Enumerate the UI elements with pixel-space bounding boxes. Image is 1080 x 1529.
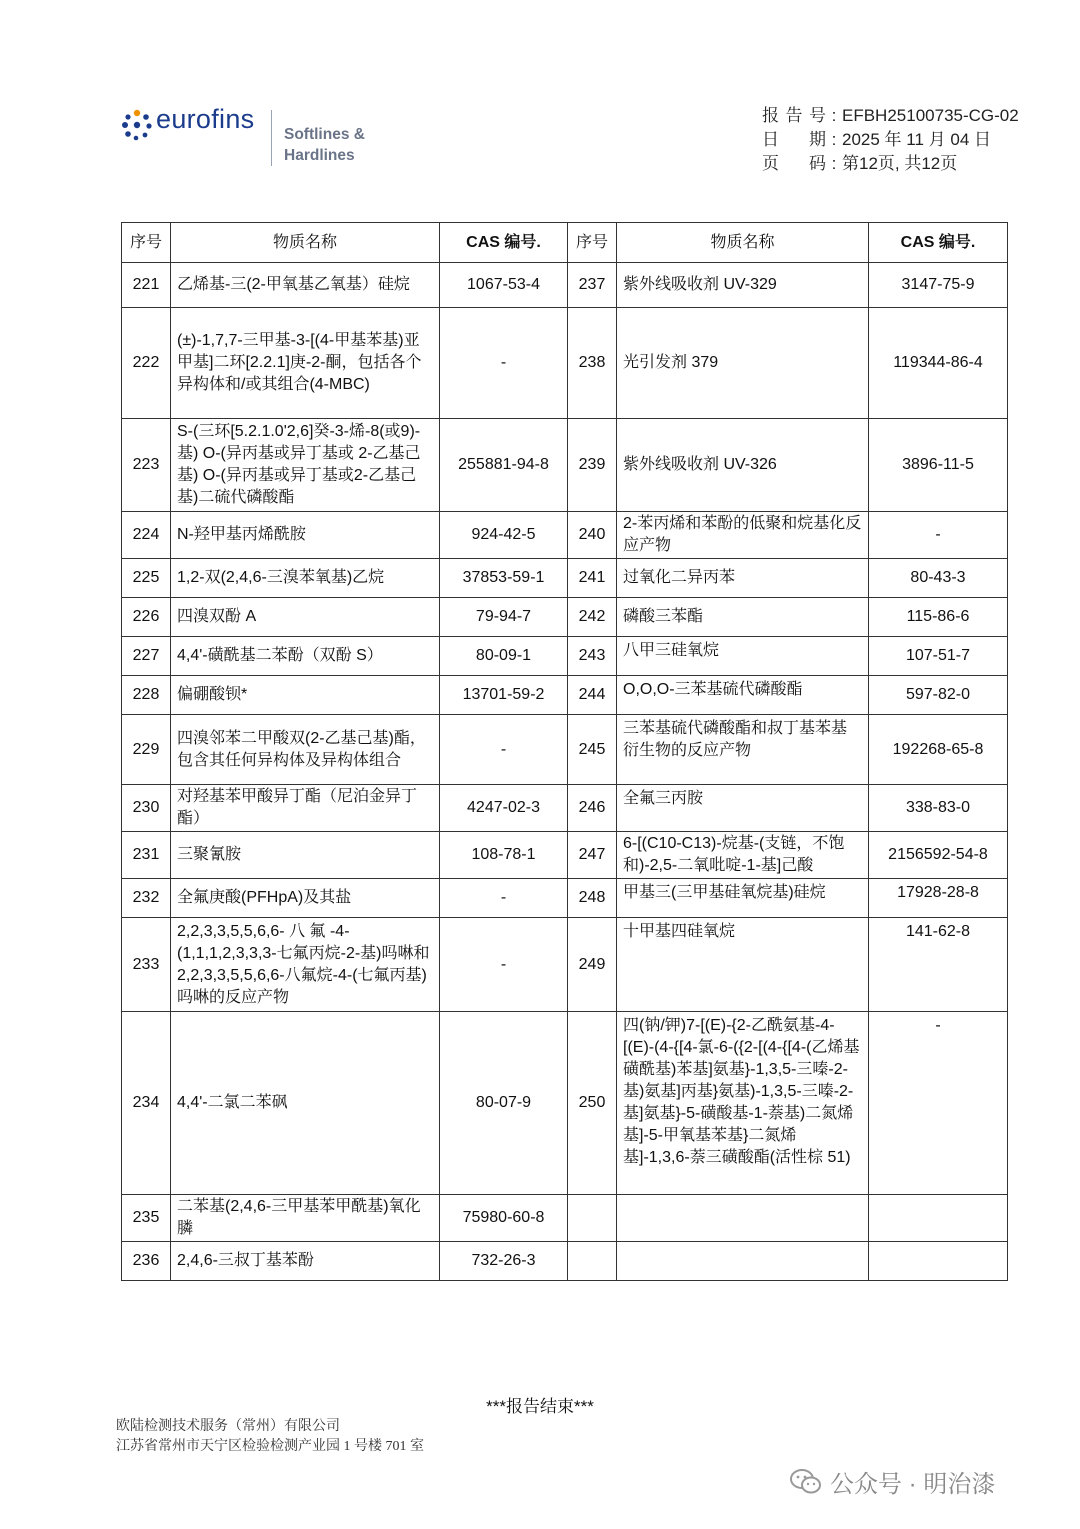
- cell-substance: 光引发剂 379: [617, 308, 869, 419]
- cell-no: 232: [122, 879, 171, 918]
- company-name: 欧陆检测技术服务（常州）有限公司: [116, 1419, 340, 1434]
- cell-cas: 75980-60-8: [440, 1195, 568, 1242]
- cell-cas: 924-42-5: [440, 512, 568, 559]
- cell-cas: [869, 1195, 1008, 1242]
- cell-no: 239: [568, 419, 617, 512]
- cell-no: 226: [122, 598, 171, 637]
- page-footer: [116, 1417, 424, 1457]
- col-header-cas-2: CAS 编号.: [869, 223, 1008, 263]
- page-label: 页码: [762, 154, 826, 173]
- cell-substance: 偏硼酸钡*: [171, 676, 440, 715]
- cell-substance: 甲基三(三甲基硅氧烷基)硅烷: [617, 879, 869, 918]
- table-row: [122, 637, 1008, 676]
- brand-name: eurofins: [156, 104, 255, 134]
- cell-no: 240: [568, 512, 617, 559]
- cell-cas: -: [440, 308, 568, 419]
- cell-substance: 6-[(C10-C13)-烷基-(支链，不饱和)-2,5-二氧吡啶-1-基]己酸: [617, 832, 869, 879]
- cell-no: 237: [568, 263, 617, 308]
- table-row: [122, 512, 1008, 559]
- cell-no: 238: [568, 308, 617, 419]
- cell-cas: 141-62-8: [869, 918, 1008, 1012]
- cell-no: 244: [568, 676, 617, 715]
- cell-cas: 37853-59-1: [440, 559, 568, 598]
- cell-cas: 3147-75-9: [869, 263, 1008, 308]
- cell-substance: 2-苯丙烯和苯酚的低聚和烷基化反应产物: [617, 512, 869, 559]
- tagline-line-2: Hardlines: [284, 147, 355, 164]
- cell-substance: 磷酸三苯酯: [617, 598, 869, 637]
- col-header-cas: CAS 编号.: [440, 223, 568, 263]
- cell-no: 224: [122, 512, 171, 559]
- cell-no: 229: [122, 715, 171, 785]
- cell-substance: S-(三环[5.2.1.0'2,6]癸-3-烯-8(或9)-基) O-(异丙基或异丁基或 2-乙基己基) O-(异丙基或异丁基或2-乙基己基)二硫代磷酸酯: [171, 419, 440, 512]
- cell-cas: [869, 1242, 1008, 1281]
- col-header-no-2: 序号: [568, 223, 617, 263]
- cell-substance: 二苯基(2,4,6-三甲基苯甲酰基)氧化膦: [171, 1195, 440, 1242]
- company-address: 江苏省常州市天宁区检验检测产业园 1 号楼 701 室: [116, 1439, 424, 1454]
- table-row: [122, 676, 1008, 715]
- cell-cas: 1067-53-4: [440, 263, 568, 308]
- cell-substance: 紫外线吸收剂 UV-329: [617, 263, 869, 308]
- cell-cas: -: [440, 918, 568, 1012]
- cell-substance: N-羟甲基丙烯酰胺: [171, 512, 440, 559]
- cell-no: 241: [568, 559, 617, 598]
- cell-no: 249: [568, 918, 617, 1012]
- separator: :: [831, 106, 837, 125]
- cell-cas: 4247-02-3: [440, 785, 568, 832]
- cell-substance: 四(钠/钾)7-[(E)-{2-乙酰氨基-4-[(E)-(4-{[4-氯-6-({2-[(4-{[4-(乙烯基磺酰基)苯基]氨基}-1,3,5-三嗪-2-基)氨基]丙基}氨基)-1,3,5-三嗪-2-基]氨基}-5-磺酸基-1-萘基)二氮烯基]-5-甲氧基苯基}二氮烯基]-1,3,6-萘三磺酸酯(活性棕 51): [617, 1012, 869, 1195]
- col-header-no: 序号: [122, 223, 171, 263]
- cell-no: 223: [122, 419, 171, 512]
- separator: :: [831, 154, 837, 173]
- cell-no: 248: [568, 879, 617, 918]
- table-row: [122, 1195, 1008, 1242]
- cell-no: 230: [122, 785, 171, 832]
- cell-substance: O,O,O-三苯基硫代磷酸酯: [617, 676, 869, 715]
- cell-substance: 4,4'-二氯二苯砜: [171, 1012, 440, 1195]
- cell-no: 247: [568, 832, 617, 879]
- cell-substance: 对羟基苯甲酸异丁酯（尼泊金异丁酯）: [171, 785, 440, 832]
- cell-no: [568, 1195, 617, 1242]
- cell-substance: (±)-1,7,7-三甲基-3-[(4-甲基苯基)亚甲基]二环[2.2.1]庚-2-酮，包括各个异构体和/或其组合(4-MBC): [171, 308, 440, 419]
- cell-cas: 119344-86-4: [869, 308, 1008, 419]
- col-header-name-2: 物质名称: [617, 223, 869, 263]
- cell-substance: 全氟庚酸(PFHpA)及其盐: [171, 879, 440, 918]
- cell-cas: 338-83-0: [869, 785, 1008, 832]
- cell-substance: 十甲基四硅氧烷: [617, 918, 869, 1012]
- cell-no: 231: [122, 832, 171, 879]
- cell-cas: 13701-59-2: [440, 676, 568, 715]
- cell-cas: 2156592-54-8: [869, 832, 1008, 879]
- cell-substance: 三聚氰胺: [171, 832, 440, 879]
- cell-substance: 4,4'-磺酰基二苯酚（双酚 S）: [171, 637, 440, 676]
- report-number-row: [762, 104, 1019, 128]
- cell-cas: 80-09-1: [440, 637, 568, 676]
- table-header-row: [122, 223, 1008, 263]
- cell-no: 225: [122, 559, 171, 598]
- date-label: 日期: [762, 130, 826, 149]
- cell-cas: -: [869, 1012, 1008, 1195]
- cell-substance: [617, 1242, 869, 1281]
- date-row: [762, 128, 1019, 152]
- cell-cas: 732-26-3: [440, 1242, 568, 1281]
- table-row: [122, 879, 1008, 918]
- cell-substance: 全氟三丙胺: [617, 785, 869, 832]
- cell-no: 222: [122, 308, 171, 419]
- report-meta: [762, 104, 1019, 176]
- cell-cas: 192268-65-8: [869, 715, 1008, 785]
- cell-cas: -: [440, 879, 568, 918]
- cell-cas: 3896-11-5: [869, 419, 1008, 512]
- table-row: [122, 263, 1008, 308]
- cell-substance: 三苯基硫代磷酸酯和叔丁基苯基衍生物的反应产物: [617, 715, 869, 785]
- cell-no: 242: [568, 598, 617, 637]
- cell-no: 221: [122, 263, 171, 308]
- cell-substance: 紫外线吸收剂 UV-326: [617, 419, 869, 512]
- col-header-name: 物质名称: [171, 223, 440, 263]
- cell-cas: 80-43-3: [869, 559, 1008, 598]
- report-number-label: 报告号: [762, 106, 826, 125]
- cell-cas: -: [869, 512, 1008, 559]
- cell-cas: 107-51-7: [869, 637, 1008, 676]
- page-value: 第12页, 共12页: [842, 154, 958, 173]
- brand-tagline: [284, 124, 365, 166]
- cell-substance: 1,2-双(2,4,6-三溴苯氧基)乙烷: [171, 559, 440, 598]
- cell-cas: 255881-94-8: [440, 419, 568, 512]
- table-row: [122, 1242, 1008, 1281]
- table-row: [122, 785, 1008, 832]
- substance-table: [121, 222, 1008, 1281]
- cell-substance: 2,2,3,3,5,5,6,6- 八 氟 -4-(1,1,1,2,3,3,3-七氟丙烷-2-基)吗啉和 2,2,3,3,5,5,6,6-八氟烷-4-(七氟丙基)吗啉的反应产物: [171, 918, 440, 1012]
- cell-cas: 115-86-6: [869, 598, 1008, 637]
- cell-substance: 四溴双酚 A: [171, 598, 440, 637]
- cell-substance: 乙烯基-三(2-甲氧基乙氧基）硅烷: [171, 263, 440, 308]
- cell-no: 236: [122, 1242, 171, 1281]
- cell-cas: 17928-28-8: [869, 879, 1008, 918]
- page-row: [762, 152, 1019, 176]
- cell-cas: 80-07-9: [440, 1012, 568, 1195]
- cell-no: 227: [122, 637, 171, 676]
- cell-no: 245: [568, 715, 617, 785]
- cell-no: 250: [568, 1012, 617, 1195]
- cell-no: 243: [568, 637, 617, 676]
- table-row: [122, 598, 1008, 637]
- cell-no: [568, 1242, 617, 1281]
- logo-divider: [271, 110, 272, 166]
- cell-substance: 四溴邻苯二甲酸双(2-乙基己基)酯，包含其任何异构体及异构体组合: [171, 715, 440, 785]
- table-row: [122, 419, 1008, 512]
- cell-no: 234: [122, 1012, 171, 1195]
- cell-substance: 过氧化二异丙苯: [617, 559, 869, 598]
- table-row: [122, 559, 1008, 598]
- cell-cas: 79-94-7: [440, 598, 568, 637]
- cell-cas: -: [440, 715, 568, 785]
- table-row: [122, 715, 1008, 785]
- date-value: 2025 年 11 月 04 日: [842, 130, 991, 149]
- watermark-text: 公众号 · 明治漆: [830, 1471, 996, 1498]
- eurofins-dots-icon: [120, 108, 154, 142]
- cell-substance: 八甲三硅氧烷: [617, 637, 869, 676]
- report-number-value: EFBH25100735-CG-02: [842, 106, 1019, 125]
- table-row: [122, 1012, 1008, 1195]
- watermark: [790, 1464, 995, 1499]
- cell-no: 233: [122, 918, 171, 1012]
- cell-no: 246: [568, 785, 617, 832]
- table-row: [122, 308, 1008, 419]
- table-row: [122, 918, 1008, 1012]
- tagline-line-1: Softlines &: [284, 126, 365, 143]
- cell-substance: 2,4,6-三叔丁基苯酚: [171, 1242, 440, 1281]
- cell-cas: 597-82-0: [869, 676, 1008, 715]
- cell-substance: [617, 1195, 869, 1242]
- end-of-report: ***报告结束***: [486, 1397, 594, 1416]
- cell-no: 235: [122, 1195, 171, 1242]
- cell-cas: 108-78-1: [440, 832, 568, 879]
- cell-no: 228: [122, 676, 171, 715]
- table-row: [122, 832, 1008, 879]
- wechat-icon: [790, 1468, 822, 1496]
- separator: :: [831, 130, 837, 149]
